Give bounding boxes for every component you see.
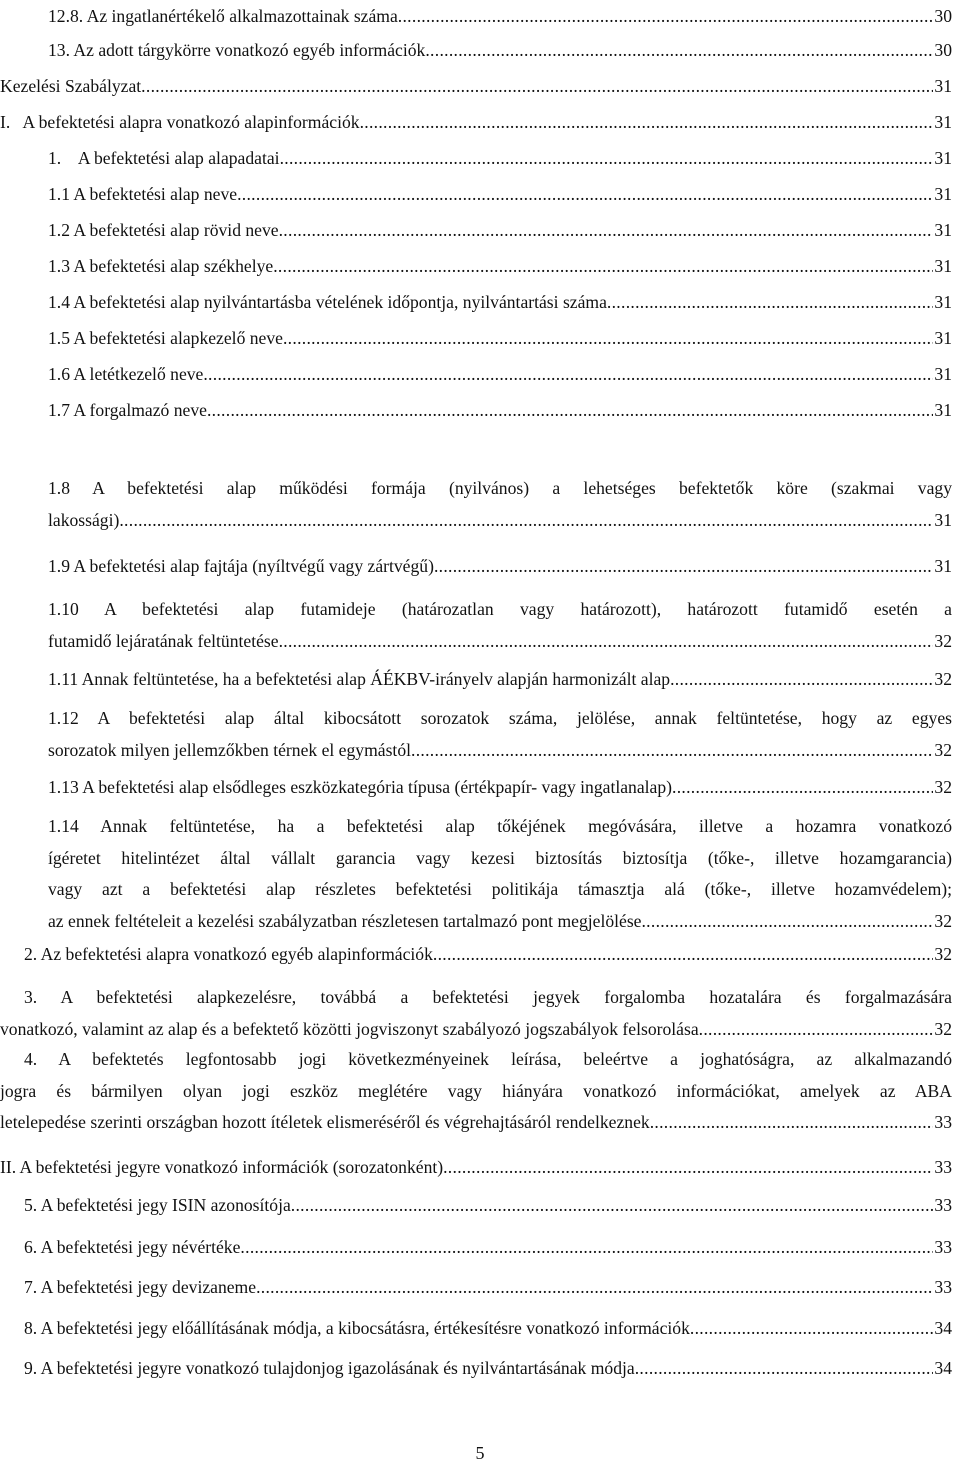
toc-entry[interactable] [0, 144, 960, 174]
toc-leader-dots [291, 1191, 934, 1220]
toc-page-number: 30 [934, 40, 952, 60]
toc-line [0, 1153, 952, 1182]
page-number: 5 [475, 1443, 485, 1463]
toc-leader-dots [607, 288, 934, 317]
toc-entry-title-line: jogra és bármilyen olyan jogi eszköz meglétére vagy hiányára vonatkozó információkat, amelyek az ABA [0, 1080, 952, 1101]
toc-line [24, 1233, 952, 1262]
toc-line [48, 36, 952, 65]
toc-leader-dots [398, 2, 934, 31]
toc-entry[interactable] [0, 1314, 960, 1344]
toc-entry-title: 13. Az adott tárgykörre vonatkozó egyéb információk [48, 40, 426, 60]
toc-entry-title: 7. A befektetési jegy devizaneme [24, 1277, 257, 1297]
toc-entry-title: 2. Az befektetési alapra vonatkozó egyéb alapinformációk [24, 944, 433, 964]
toc-entry[interactable] [0, 324, 960, 354]
toc-page-number: 31 [934, 76, 952, 96]
toc-entry[interactable] [0, 180, 960, 210]
toc-entry[interactable] [0, 1354, 960, 1384]
toc-line [48, 360, 952, 389]
toc-entry-title-line: 1.14 Annak feltüntetése, ha a befektetési alap tőkéjének megóvására, illetve a hozamra vonatkozó [48, 816, 952, 836]
toc-entry-title-last-line: letelepedése szerinti országban hozott ítéletek elismeréséről és végrehajtásáról rendelkeznek [0, 1112, 650, 1132]
toc-entry[interactable] [0, 665, 960, 695]
toc-page-number: 33 [934, 1277, 952, 1297]
toc-entry[interactable] [0, 108, 960, 138]
toc-leader-dots [635, 1354, 934, 1383]
toc-entry-title-line: 4. A befektetés legfontosabb jogi következményeinek leírása, beleértve a joghatóságra, az alkalmazandó [24, 1049, 952, 1069]
toc-entry[interactable] [0, 552, 960, 582]
toc-page-number: 31 [934, 400, 952, 420]
toc-line [24, 1273, 952, 1302]
toc-page-number: 34 [934, 1318, 952, 1338]
toc-entry-title-line: 1.12 A befektetési alap által kibocsátott sorozatok száma, jelölése, annak feltüntetése, hogy az egyes [48, 708, 952, 728]
toc-page-number: 31 [934, 509, 952, 530]
toc-page-number: 32 [934, 944, 952, 964]
toc-line [48, 773, 952, 802]
toc-entry[interactable] [0, 773, 960, 803]
toc-page-number: 31 [934, 556, 952, 576]
toc-entry[interactable] [0, 2, 960, 32]
toc-entry[interactable] [0, 595, 960, 657]
toc-page-number: 31 [934, 364, 952, 384]
toc-leader-dots [425, 36, 933, 65]
toc-entry-title: 5. A befektetési jegy ISIN azonosítója [24, 1195, 291, 1215]
toc-leader-dots [360, 108, 934, 137]
toc-line [48, 252, 952, 281]
toc-entry-title: 1.5 A befektetési alapkezelő neve [48, 328, 283, 348]
toc-line [0, 72, 952, 101]
toc-leader-dots [650, 1108, 934, 1137]
toc-entry-title: 1.7 A forgalmazó neve [48, 400, 207, 420]
toc-entry-title: I. A befektetési alapra vonatkozó alapinformációk [0, 112, 360, 132]
toc-entry[interactable] [0, 216, 960, 246]
toc-leader-dots [237, 180, 933, 209]
toc-leader-dots [203, 360, 933, 389]
toc-entry[interactable] [0, 72, 960, 102]
toc-entry-title-last-line: vonatkozó, valamint az alap és a befektető közötti jogviszonyt szabályozó jogszabályok felsorolása [0, 1018, 699, 1039]
toc-entry-title-line: vagy azt a befektetési alap részletes befektetési politikája támasztja alá (tőke-, illetve hozamvédelem); [48, 879, 952, 899]
toc-line [48, 506, 952, 535]
toc-line [48, 180, 952, 209]
toc-line [48, 324, 952, 353]
toc-leader-dots [280, 144, 934, 173]
toc-line [24, 1354, 952, 1383]
toc-entry-title: Kezelési Szabályzat [0, 76, 142, 96]
toc-leader-dots [411, 736, 933, 765]
toc-page-number: 32 [934, 669, 952, 689]
toc-page-number: 32 [934, 1018, 952, 1039]
toc-leader-dots [670, 665, 933, 694]
toc-line [0, 1108, 952, 1137]
toc-line [48, 288, 952, 317]
toc-entry-title-last-line: futamidő lejáratának feltüntetése [48, 630, 279, 651]
toc-entry[interactable] [0, 1191, 960, 1221]
toc-page-number: 32 [934, 739, 952, 760]
toc-entry[interactable] [0, 940, 960, 970]
toc-line [48, 736, 952, 765]
toc-page-number: 31 [934, 112, 952, 132]
toc-leader-dots [240, 1233, 933, 1262]
toc-entry-title-line: 1.8 A befektetési alap működési formája (nyilvános) a lehetséges befektetők köre (szakmai vagy [48, 478, 952, 498]
toc-page-number: 31 [934, 328, 952, 348]
toc-entry-title: 8. A befektetési jegy előállításának módja, a kibocsátásra, értékesítésre vonatkozó információk [24, 1318, 690, 1338]
toc-leader-dots [672, 773, 933, 802]
toc-page-number: 33 [934, 1195, 952, 1215]
toc-page-number: 33 [934, 1157, 952, 1177]
toc-leader-dots [434, 552, 933, 581]
toc-entry-title: 1.6 A letétkezelő neve [48, 364, 204, 384]
toc-entry-title: 9. A befektetési jegyre vonatkozó tulajdonjog igazolásának és nyilvántartásának módja [24, 1358, 635, 1378]
toc-entry-title: II. A befektetési jegyre vonatkozó információk (sorozatonként) [0, 1157, 444, 1177]
toc-entry-title-last-line: lakossági) [48, 509, 120, 530]
toc-leader-dots [273, 252, 933, 281]
toc-entry[interactable] [0, 983, 960, 1045]
toc-entry-title: 1.3 A befektetési alap székhelye [48, 256, 274, 276]
toc-leader-dots [690, 1314, 934, 1343]
toc-leader-dots [207, 396, 933, 425]
toc-line [24, 1314, 952, 1343]
toc-entry[interactable] [0, 288, 960, 318]
toc-page-number: 33 [934, 1112, 952, 1132]
toc-line [48, 216, 952, 245]
toc-entry-title: 6. A befektetési jegy névértéke [24, 1237, 241, 1257]
toc-page-number: 31 [934, 292, 952, 312]
toc-page-number: 34 [934, 1358, 952, 1378]
toc-entry-title: 1.4 A befektetési alap nyilvántartásba vételének időpontja, nyilvántartási száma [48, 292, 607, 312]
toc-entry-title-last-line: sorozatok milyen jellemzőkben térnek el egymástól [48, 739, 411, 760]
toc-page-number: 32 [934, 630, 952, 651]
toc-entry-title: 1.11 Annak feltüntetése, ha a befektetési alap ÁÉKBV-irányelv alapján harmonizált alap [48, 669, 671, 689]
toc-leader-dots [283, 324, 933, 353]
toc-leader-dots [119, 506, 933, 535]
toc-entry-title: 1.2 A befektetési alap rövid neve [48, 220, 279, 240]
toc-entry-title: 12.8. Az ingatlanértékelő alkalmazottainak száma [48, 6, 398, 26]
toc-entry[interactable] [0, 704, 960, 766]
toc-entry-title: 1. A befektetési alap alapadatai [48, 148, 280, 168]
toc-page-number: 32 [934, 910, 952, 931]
toc-entry-title: 1.13 A befektetési alap elsődleges eszközkategória típusa (értékpapír- vagy ingatlanalap) [48, 777, 672, 797]
toc-entry[interactable] [0, 474, 960, 536]
toc-line [48, 907, 952, 936]
toc-line [48, 2, 952, 31]
toc-entry[interactable] [0, 1045, 960, 1138]
toc-line [48, 144, 952, 173]
toc-leader-dots [256, 1273, 933, 1302]
toc-leader-dots [699, 1015, 934, 1044]
toc-entry[interactable] [0, 252, 960, 282]
toc-leader-dots [433, 940, 934, 969]
toc-line [0, 108, 952, 137]
toc-entry[interactable] [0, 36, 960, 66]
toc-leader-dots [641, 907, 933, 936]
toc-entry-title: 1.9 A befektetési alap fajtája (nyíltvégű vagy zártvégű) [48, 556, 434, 576]
toc-entry-title-line: 3. A befektetési alapkezelésre, továbbá a befektetési jegyek forgalomba hozatalára és forgalmazására [24, 987, 952, 1007]
toc-page-number: 31 [934, 184, 952, 204]
toc-line [48, 665, 952, 694]
toc-line [24, 940, 952, 969]
toc-page-number: 31 [934, 256, 952, 276]
toc-page-number: 33 [934, 1237, 952, 1257]
toc-line [0, 1015, 952, 1044]
toc-line [48, 552, 952, 581]
toc-leader-dots [443, 1153, 933, 1182]
toc-line [48, 627, 952, 656]
toc-entry-title-last-line: az ennek feltételeit a kezelési szabályzatban részletesen tartalmazó pont megjelölése [48, 910, 642, 931]
toc-leader-dots [141, 72, 933, 101]
toc-page-number: 32 [934, 777, 952, 797]
toc-entry[interactable] [0, 1233, 960, 1263]
toc-entry-title-line: ígéretet hitelintézet által vállalt garancia vagy kezesi biztosítás biztosítja (tőke-, illetve hozamgarancia) [48, 847, 952, 868]
toc-entry[interactable] [0, 1273, 960, 1303]
toc-entry[interactable] [0, 396, 960, 426]
toc-page-number: 30 [934, 6, 952, 26]
toc-entry-title: 1.1 A befektetési alap neve [48, 184, 238, 204]
toc-entry[interactable] [0, 1153, 960, 1183]
toc-leader-dots [279, 627, 934, 656]
toc-page-number: 31 [934, 220, 952, 240]
toc-line [48, 396, 952, 425]
toc-page-number: 31 [934, 148, 952, 168]
toc-leader-dots [279, 216, 934, 245]
toc-entry[interactable] [0, 812, 960, 937]
toc-line [24, 1191, 952, 1220]
toc-entry[interactable] [0, 360, 960, 390]
toc-entry-title-line: 1.10 A befektetési alap futamideje (határozatlan vagy határozott), határozott futamidő esetén a [48, 599, 952, 619]
